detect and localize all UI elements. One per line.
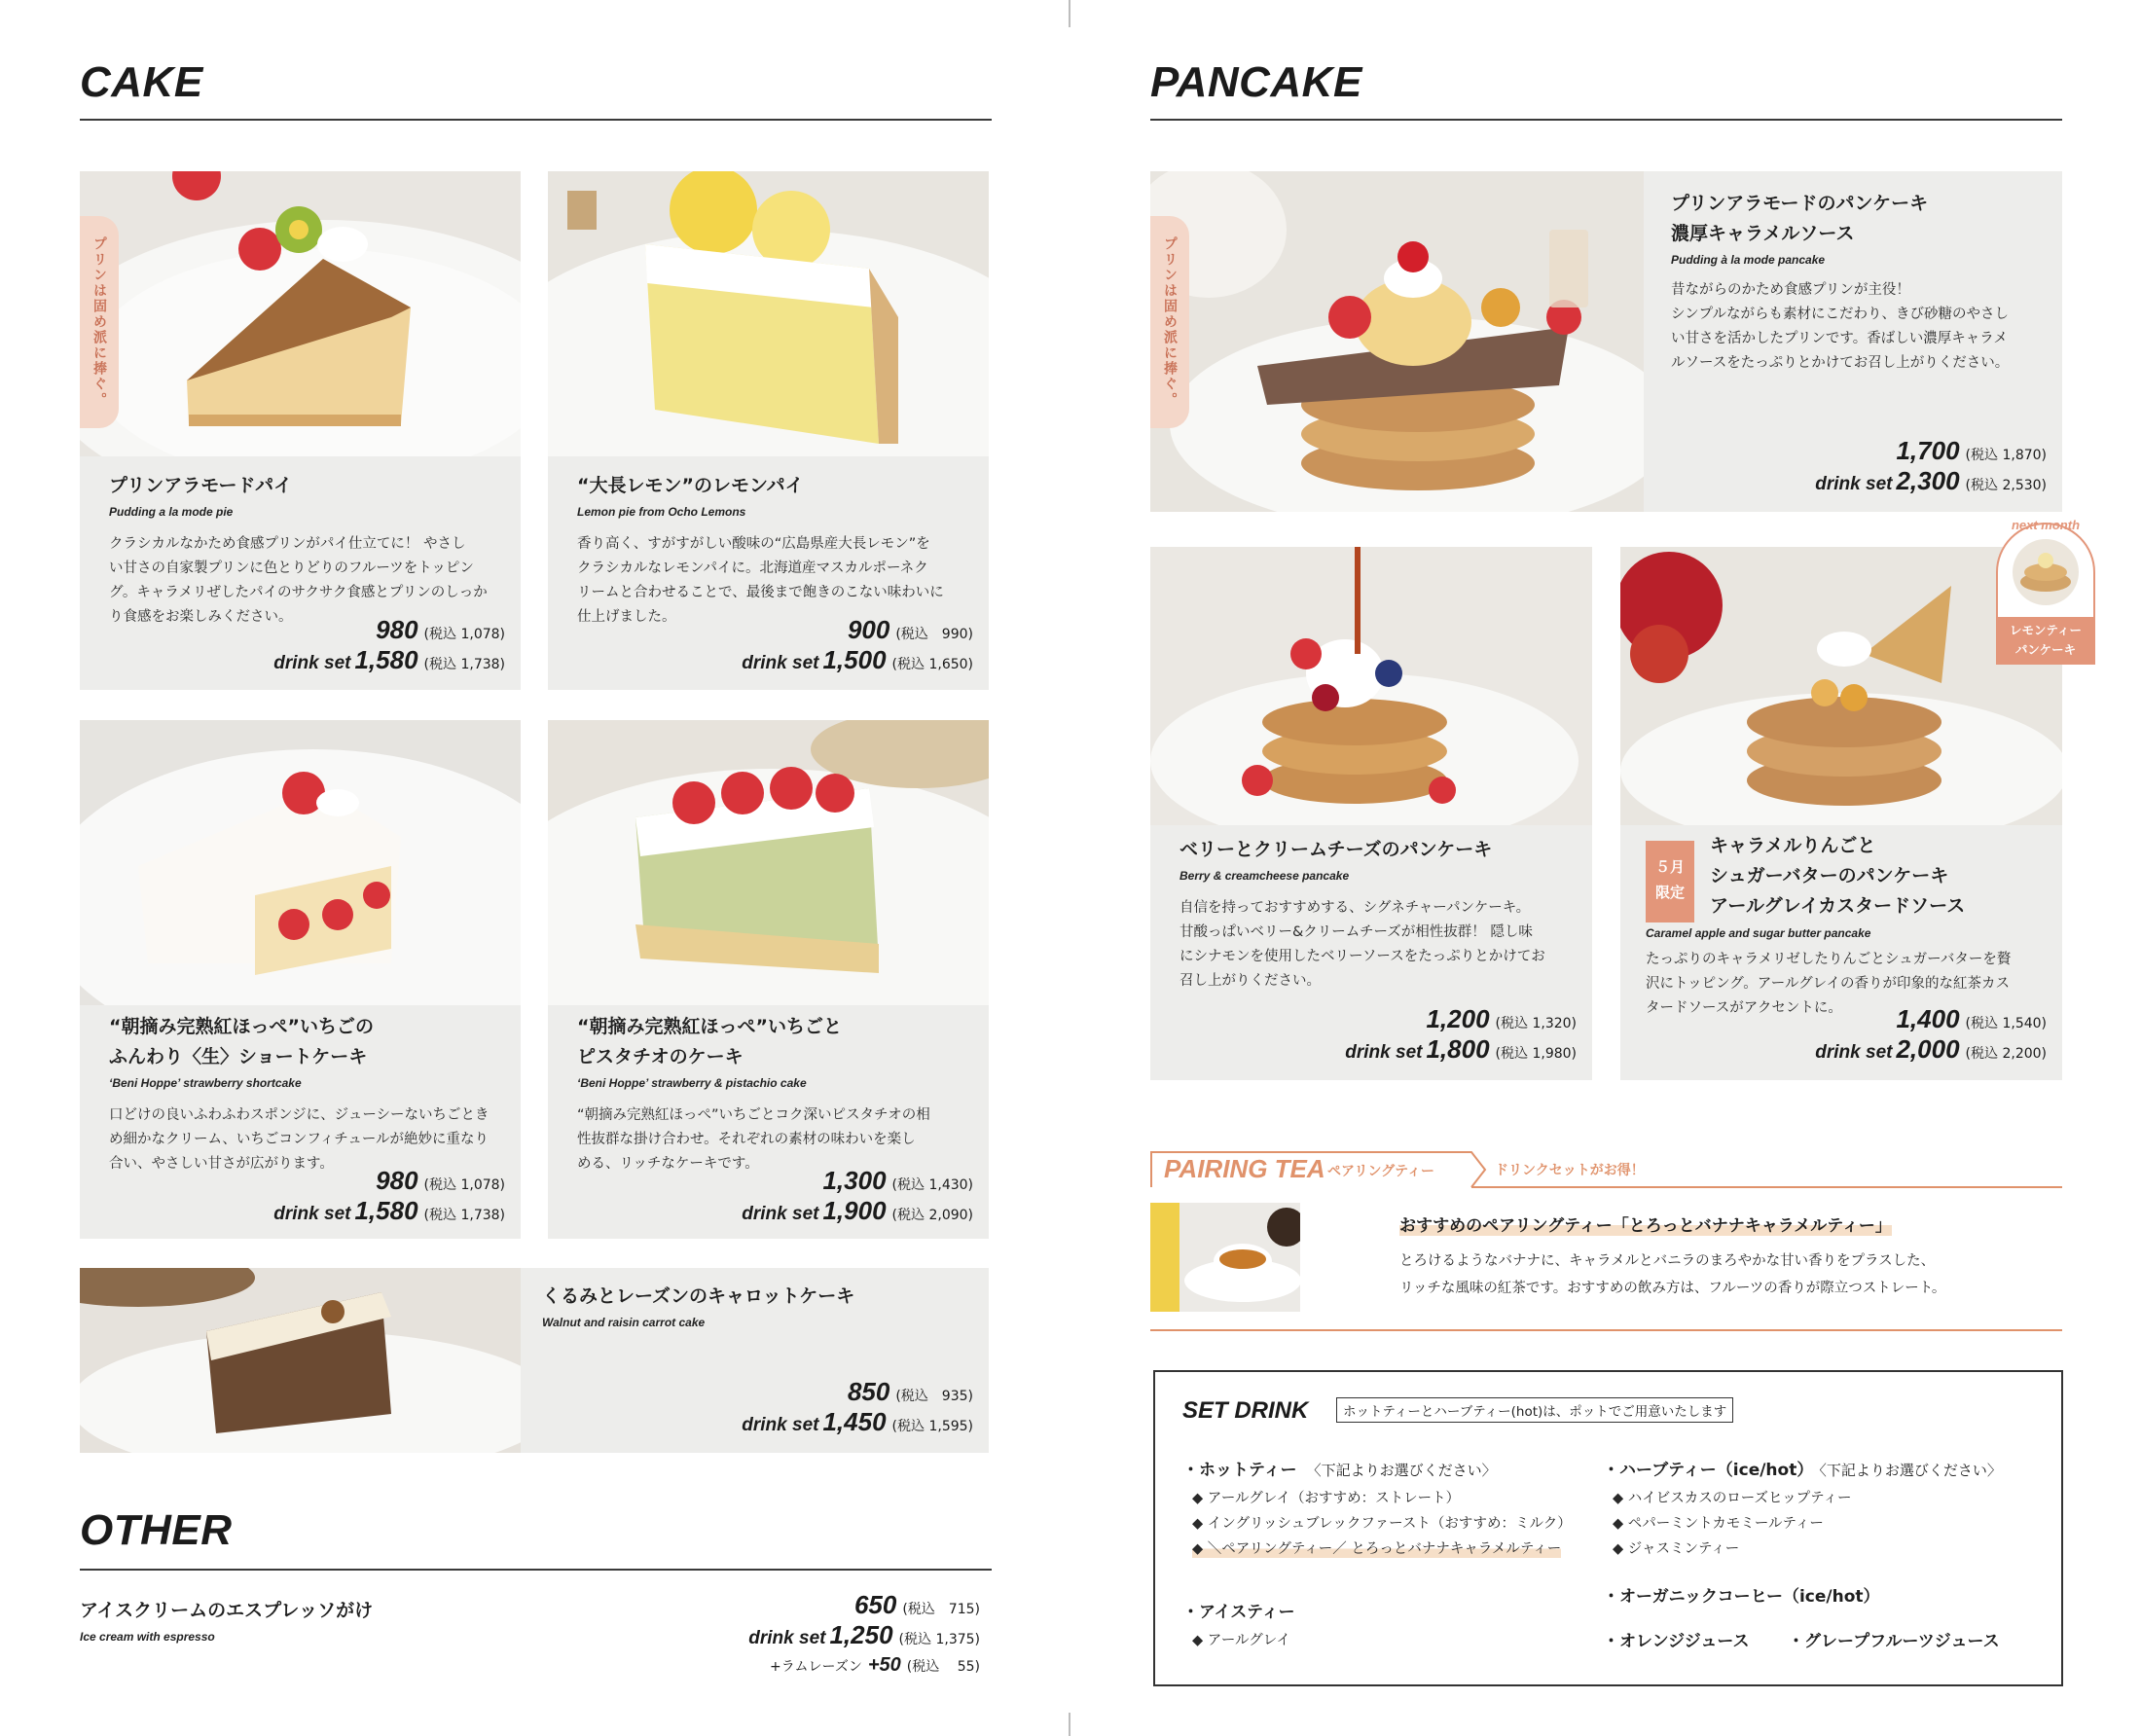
pistachio-cake-photo	[548, 720, 989, 1005]
menu-item-carrot-cake[interactable]	[80, 1268, 989, 1453]
drink-set-price: 1,450	[822, 1407, 887, 1436]
item-name-en: Ice cream with espresso	[80, 1630, 215, 1644]
price-tax: (税込 1,078)	[423, 627, 505, 642]
limited-badge: ５月 限定	[1646, 841, 1694, 922]
price: 650	[853, 1590, 897, 1619]
item-name-jp: キャラメルりんごと	[1710, 835, 1876, 856]
lemon-pie-photo	[548, 171, 989, 456]
pairing-tea-description: とろけるようなバナナに、キャラメルとバニラのまろやかな甘い香りをプラスした、 リッチな風味の紅茶です。おすすめの飲み方は、フルーツの香りが際立つストレート。	[1399, 1253, 1946, 1296]
grapefruit-juice: ・グレープフルーツジュース	[1788, 1632, 2000, 1651]
price-tax: (税込 935)	[895, 1389, 973, 1404]
item-name-jp: “朝摘み完熟紅ほっぺ”いちごと	[577, 1016, 842, 1037]
drink-set-label: drink set	[742, 1415, 819, 1435]
drink-set-price: 1,800	[1426, 1034, 1490, 1064]
other-title-rule	[80, 1569, 992, 1571]
item-name-jp: アイスクリームのエスプレッソがけ	[80, 1600, 374, 1621]
addon-price: +50	[867, 1654, 901, 1676]
price-tax: (税込 1,078)	[423, 1177, 505, 1193]
item-prices	[742, 1377, 973, 1437]
price-tax: (税込 1,430)	[891, 1177, 973, 1193]
price: 1,700	[1896, 436, 1960, 465]
item-name-jp-line2: 濃厚キャラメルソース	[1671, 223, 1855, 244]
pairing-tea-title-jp: ペアリングティー	[1327, 1164, 1435, 1179]
price: 980	[376, 1166, 418, 1195]
price: 1,200	[1426, 1004, 1490, 1033]
drink-set-price: 1,500	[822, 645, 887, 674]
item-name-en: Caramel apple and sugar butter pancake	[1646, 926, 1871, 940]
item-name-jp: “大長レモン”のレモンパイ	[577, 475, 804, 496]
price: 900	[847, 615, 890, 644]
menu-item-lemon-pie[interactable]	[548, 171, 989, 690]
set-drink-title: SET DRINK	[1182, 1397, 1309, 1424]
pudding-badge: プリンは固め派に捧ぐ。	[80, 216, 119, 428]
price: 980	[376, 615, 418, 644]
drink-set-price: 1,580	[354, 1196, 418, 1225]
drink-set-label: drink set	[1345, 1042, 1423, 1063]
shortcake-photo	[80, 720, 521, 1005]
hot-tea-item: ◆ アールグレイ（おすすめ：ストレート）	[1192, 1491, 1461, 1506]
item-name-jp-line2: シュガーバターのパンケーキ	[1710, 865, 1949, 886]
item-name-jp-line2: ふんわり〈生〉ショートケーキ	[109, 1046, 368, 1067]
item-name-en: ‘Beni Hoppe’ strawberry & pistachio cake	[577, 1076, 807, 1090]
item-name-jp: プリンアラモードのパンケーキ	[1671, 193, 1929, 214]
cake-section-title: CAKE	[80, 58, 203, 106]
pancake-title-rule	[1150, 119, 2062, 121]
drink-set-price: 2,300	[1896, 466, 1960, 495]
fold-mark-bottom	[1069, 1713, 1070, 1736]
fold-mark-top	[1069, 0, 1070, 27]
price: 850	[847, 1377, 890, 1406]
item-name-en: Berry & creamcheese pancake	[1179, 869, 1350, 883]
item-description: 昔ながらのかため食感プリンが主役！ シンプルながらも素材にこだわり、きび砂糖のやさし い甘さを活かしたプリンです。香ばしい濃厚キャラメ ルソースをたっぷりとかけてお召し上がりください。	[1671, 282, 2010, 371]
price-tax: (税込 1,870)	[1965, 448, 2047, 463]
drink-set-tax: (税込 1,738)	[423, 657, 505, 672]
drink-set-tax: (税込 1,650)	[891, 657, 973, 672]
pairing-tea-title: PAIRING TEA	[1164, 1154, 1325, 1183]
pudding-pancake-photo	[1150, 171, 1644, 512]
price-tax: (税込 1,540)	[1965, 1016, 2047, 1031]
hot-tea: ・ホットティー 〈下記よりお選びください〉	[1182, 1461, 1497, 1480]
menu-item-ice-cream[interactable]	[80, 1596, 373, 1646]
other-section-title: OTHER	[80, 1506, 233, 1554]
drink-set-label: drink set	[273, 653, 351, 673]
price: 1,300	[822, 1166, 887, 1195]
price-tax: (税込 1,320)	[1495, 1016, 1577, 1031]
drink-set-price: 2,000	[1896, 1034, 1960, 1064]
price: 1,400	[1896, 1004, 1960, 1033]
hot-tea-item-pairing: ◆ ＼ペアリングティー／ とろっとバナナキャラメルティー	[1192, 1537, 1561, 1558]
drink-set-tax: (税込 1,980)	[1495, 1046, 1577, 1062]
drink-set-price: 1,250	[829, 1620, 893, 1649]
cake-title-rule	[80, 119, 992, 121]
item-name-jp: プリンアラモードパイ	[109, 475, 293, 496]
drink-set-label: drink set	[742, 1204, 819, 1224]
addon-tax: (税込 55)	[906, 1659, 980, 1675]
drink-set-tax: (税込 2,200)	[1965, 1046, 2047, 1062]
item-prices	[1815, 1004, 2047, 1065]
item-name-en: Walnut and raisin carrot cake	[542, 1316, 706, 1329]
hot-tea-item: ◆ イングリッシュブレックファースト（おすすめ：ミルク）	[1192, 1516, 1572, 1532]
pancake-section-title: PANCAKE	[1150, 58, 1362, 106]
drink-set-tax: (税込 2,530)	[1965, 478, 2047, 493]
item-description: 口どけの良いふわふわスポンジに、ジューシーないちごとき め細かなクリーム、いちごコンフィチュールが絶妙に重なり 合い、やさしい甘さが広がります。	[109, 1107, 490, 1172]
item-name-jp: くるみとレーズンのキャロットケーキ	[542, 1285, 855, 1307]
item-name-jp-line3: アールグレイカスタードソース	[1710, 895, 1966, 917]
orange-juice: ・オレンジジュース	[1603, 1632, 1750, 1651]
drink-set-label: drink set	[742, 653, 819, 673]
pairing-tea-photo	[1150, 1203, 1300, 1312]
menu-item-pudding-pie[interactable]	[80, 171, 521, 690]
item-name-en: Pudding a la mode pie	[109, 505, 234, 519]
menu-item-pistachio-cake[interactable]	[548, 720, 989, 1239]
item-description: クラシカルなかため食感プリンがパイ仕立てに！ やさし い甘さの自家製プリンに色とりどりのフルーツをトッピン グ。キャラメリぜしたパイのサクサク食感とプリンのしっか り食感をお楽しみください。	[109, 536, 488, 625]
pairing-bottom-rule	[1150, 1329, 2062, 1331]
set-drink-box	[1153, 1370, 2063, 1686]
pairing-tea-header	[1150, 1150, 2062, 1189]
ice-cream-prices	[748, 1590, 980, 1677]
drink-set-tax: (税込 1,738)	[423, 1208, 505, 1223]
item-prices	[1815, 436, 2047, 496]
item-description: “朝摘み完熟紅ほっぺ”いちごとコク深いピスタチオの相 性抜群な掛け合わせ。それぞれの素材の味わいを楽し める、リッチなケーキです。	[577, 1107, 930, 1172]
pudding-pie-photo	[80, 171, 521, 456]
menu-item-shortcake[interactable]	[80, 720, 521, 1239]
drink-set-label: drink set	[273, 1204, 351, 1224]
drink-set-tax: (税込 1,375)	[898, 1632, 980, 1647]
item-name-en: Lemon pie from Ocho Lemons	[577, 505, 746, 519]
next-month-name: レモンティー パンケーキ	[1997, 617, 2094, 664]
item-description: 香り高く、すがすがしい酸味の“広島県産大長レモン”を クラシカルなレモンパイに。北海道産マスカルポーネク リームと合わせることで、最後まで飽きのこない味わいに 仕上げました。	[577, 536, 944, 625]
item-prices	[273, 615, 505, 675]
pairing-tea-headline: おすすめのペアリングティー「とろっとバナナキャラメルティー」	[1399, 1212, 1892, 1236]
menu-item-berry-pancake[interactable]	[1150, 547, 1592, 1080]
berry-pancake-photo	[1150, 547, 1592, 825]
item-prices	[742, 1166, 973, 1226]
next-month-badge[interactable]	[1995, 518, 2096, 666]
herb-tea: ・ハーブティー（ice/hot） 〈下記よりお選びください〉	[1603, 1461, 2002, 1480]
iced-tea-item: ◆ アールグレイ	[1192, 1633, 1291, 1648]
item-prices	[742, 615, 973, 675]
drink-set-price: 1,900	[822, 1196, 887, 1225]
item-name-jp: ベリーとクリームチーズのパンケーキ	[1179, 839, 1493, 860]
addon-label: +ラムレーズン	[769, 1659, 862, 1675]
herb-tea-item: ◆ ハイビスカスのローズヒップティー	[1613, 1491, 1852, 1506]
menu-item-pudding-pancake[interactable]	[1150, 171, 2062, 512]
price-tax: (税込 715)	[902, 1602, 980, 1617]
set-drink-note: ホットティーとハーブティー(hot)は、ポットでご用意いたします	[1336, 1397, 1733, 1423]
item-name-en: ‘Beni Hoppe’ strawberry shortcake	[109, 1076, 302, 1090]
pairing-tea-deal: ドリンクセットがお得！	[1495, 1163, 1645, 1178]
item-description: 自信を持っておすすめする、シグネチャーパンケーキ。 甘酸っぱいベリー&クリームチーズが相性抜群！ 隠し味 にシナモンを使用したベリーソースをたっぷりとかけてお 召し上がりください。	[1179, 900, 1545, 989]
item-description: たっぷりのキャラメリゼしたりんごとシュガーバターを贅 沢にトッピング。アールグレイの香りが印象的な紅茶カス タードソースがアクセントに。	[1646, 952, 2012, 1016]
item-name-en: Pudding à la mode pancake	[1671, 253, 1826, 267]
item-name-jp-line2: ピスタチオのケーキ	[577, 1046, 744, 1067]
iced-tea: ・アイスティー	[1182, 1603, 1295, 1622]
herb-tea-item: ◆ ジャスミンティー	[1613, 1541, 1740, 1557]
drink-set-label: drink set	[1815, 1042, 1893, 1063]
organic-coffee: ・オーガニックコーヒー（ice/hot）	[1603, 1587, 1880, 1607]
pudding-badge: プリンは固め派に捧ぐ。	[1150, 216, 1189, 428]
price-tax: (税込 990)	[895, 627, 973, 642]
drink-set-price: 1,580	[354, 645, 418, 674]
carrot-cake-photo	[80, 1268, 521, 1453]
herb-tea-item: ◆ ペパーミントカモミールティー	[1613, 1516, 1824, 1532]
item-name-jp: “朝摘み完熟紅ほっぺ”いちごの	[109, 1016, 374, 1037]
drink-set-label: drink set	[748, 1628, 826, 1648]
item-prices	[273, 1166, 505, 1226]
drink-set-tax: (税込 2,090)	[891, 1208, 973, 1223]
drink-set-label: drink set	[1815, 474, 1893, 494]
drink-set-tax: (税込 1,595)	[891, 1419, 973, 1434]
next-month-label: next month	[2011, 518, 2081, 532]
item-prices	[1345, 1004, 1577, 1065]
